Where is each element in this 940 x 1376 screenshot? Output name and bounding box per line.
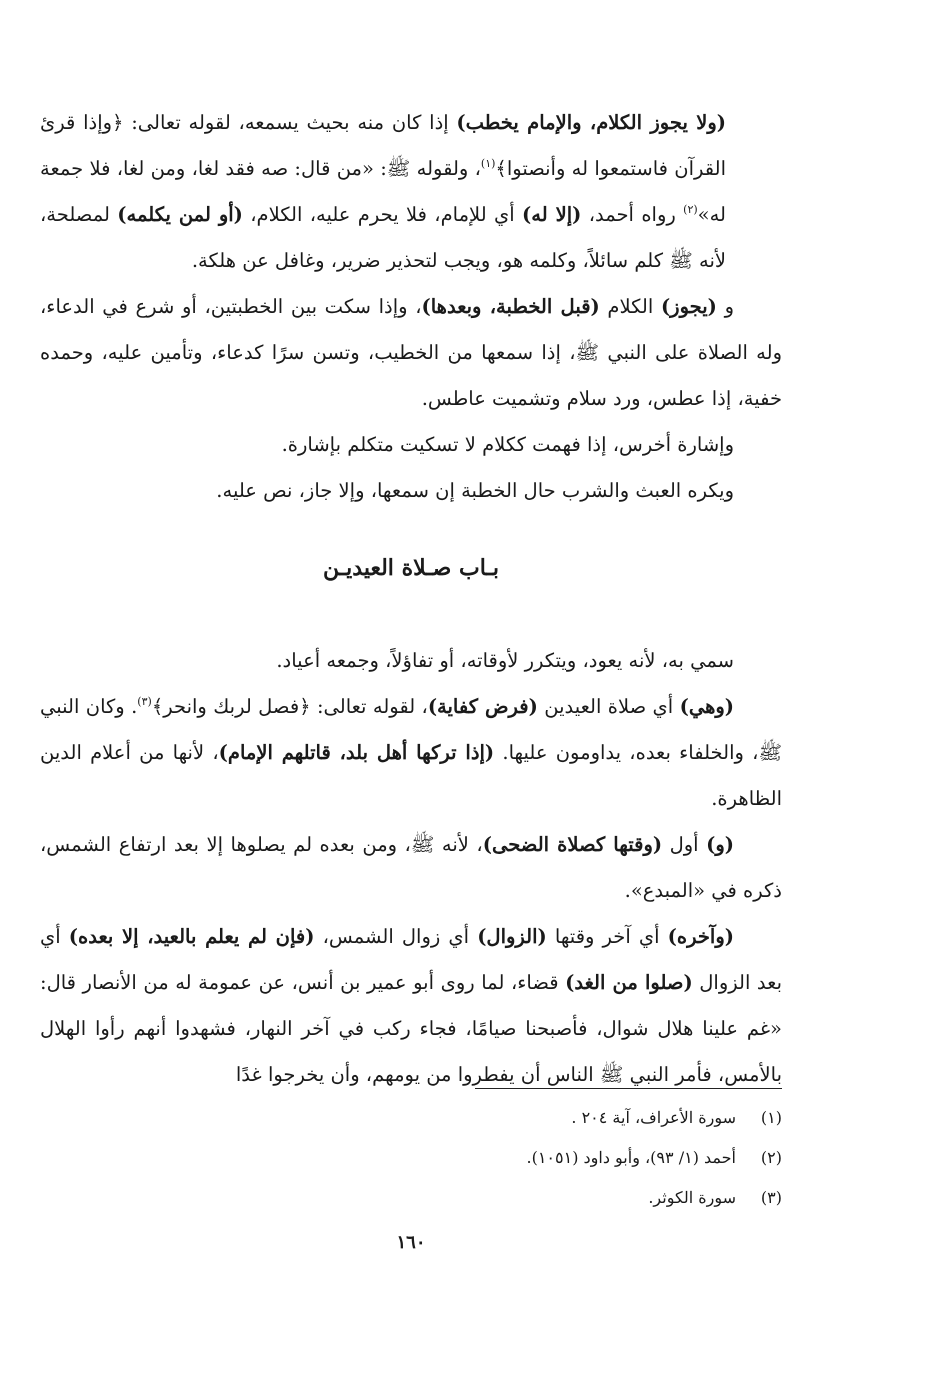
matn-text: (إذا تركها أهل بلد، قاتلهم الإمام) bbox=[218, 741, 495, 764]
paragraph bbox=[40, 422, 782, 468]
commentary-text: سمي به، لأنه يعود، ويتكرر لأوقاته، أو تفاؤلاً، وجمعه أعياد. bbox=[276, 649, 734, 672]
footnote-2 bbox=[282, 1138, 782, 1178]
footnote-ref: (١) bbox=[480, 157, 496, 170]
commentary-text: أي آخر وقتها bbox=[546, 925, 668, 948]
footnote-text: سورة الأعراف، آية ٢٠٤ . bbox=[571, 1108, 736, 1127]
matn-text: (ولا يجوز الكلام، والإمام يخطب) bbox=[456, 111, 726, 134]
matn-text: (أو لمن يكلمه) bbox=[117, 203, 243, 226]
matn-text: (وهي) bbox=[679, 695, 735, 718]
commentary-text: أي صلاة العيدين bbox=[537, 695, 680, 718]
matn-text: (فرض كفاية) bbox=[427, 695, 538, 718]
commentary-text: إذا كان منه بحيث يسمعه، لقوله تعالى: ﴿وإذا قرئ القرآن فاستمعوا له وأنصتوا﴾ bbox=[40, 111, 727, 180]
commentary-text: ، لقوله تعالى: ﴿فصل لربك وانحر﴾ bbox=[151, 695, 428, 718]
commentary-text: قضاء، لما روى أبو عمير بن أنس، عن عمومة له من الأنصار قال: «غم علينا هلال شوال، فأصبحنا صيامًا، فجاء ركب في آخر النهار، فشهدوا أنهم رأوا الهلال بالأمس، فأمر النبي ﷺ الناس أن يفطروا من يومهم، وأن يخرجوا غدًا bbox=[40, 971, 782, 1086]
footnote-1 bbox=[282, 1098, 782, 1138]
matn-text: (فإن لم يعلم بالعيد، إلا بعده) bbox=[68, 925, 315, 948]
commentary-text: أي زوال الشمس، bbox=[314, 925, 478, 948]
matn-text: (إلا له) bbox=[522, 203, 582, 226]
matn-text: (و) bbox=[706, 833, 734, 856]
footnote-3 bbox=[282, 1178, 782, 1218]
commentary-text: ، لأنها من أعلام الدين الظاهرة. bbox=[40, 741, 782, 810]
paragraph bbox=[40, 468, 782, 514]
footnote-text: أحمد (١/ ٩٣)، وأبو داود (١٠٥١). bbox=[526, 1148, 736, 1167]
footnote-number: (١) bbox=[760, 1108, 782, 1127]
footnote-text: سورة الكوثر. bbox=[648, 1188, 736, 1207]
matn-text: (وآخره) bbox=[667, 925, 734, 948]
commentary-text: الكلام bbox=[599, 295, 661, 318]
paragraph bbox=[40, 638, 782, 684]
footnote-divider bbox=[475, 1088, 782, 1089]
matn-text: (صلوا من الغد) bbox=[565, 971, 693, 994]
commentary-text: و bbox=[716, 295, 734, 318]
footnotes bbox=[282, 1098, 782, 1218]
commentary-text: ، ولقوله ﷺ: «من قال: صه فقد لغا، ومن لغا، فلا جمعة له» bbox=[40, 157, 726, 226]
commentary-text: أي بعد الزوال bbox=[40, 925, 782, 994]
bottom-text-block bbox=[40, 638, 782, 1098]
paragraph bbox=[40, 684, 782, 822]
paragraph bbox=[40, 100, 782, 284]
matn-text: (قبل الخطبة، وبعدها) bbox=[421, 295, 600, 318]
footnote-ref: (٢) bbox=[683, 203, 698, 216]
commentary-text: أي للإمام، فلا يحرم عليه، الكلام، bbox=[242, 203, 523, 226]
commentary-text: ويكره العبث والشرب حال الخطبة إن سمعها، وإلا جاز، نص عليه. bbox=[216, 479, 734, 502]
footnote-ref: (٣) bbox=[137, 695, 152, 708]
page-number: ١٦٠ bbox=[396, 1232, 426, 1253]
chapter-heading: بـاب صـلاة العيديـن bbox=[322, 555, 499, 581]
paragraph bbox=[40, 822, 782, 914]
footnote-number: (٢) bbox=[760, 1148, 782, 1167]
commentary-text: وإشارة أخرس، إذا فهمت ككلام لا تسكيت متكلم بإشارة. bbox=[281, 433, 734, 456]
matn-text: (وقتها كصلاة الضحى) bbox=[482, 833, 663, 856]
commentary-text: ، وإذا سكت بين الخطبتين، أو شرع في الدعاء، وله الصلاة على النبي ﷺ، إذا سمعها من الخطيب، وتسن سرًا كدعاء، وتأمين عليه، وحمده خفية، إذا عطس، ورد سلام وتشميت عاطس. bbox=[40, 295, 782, 410]
commentary-text: أول bbox=[662, 833, 707, 856]
top-text-block bbox=[40, 100, 782, 514]
paragraph bbox=[40, 914, 782, 1098]
paragraph bbox=[40, 284, 782, 422]
matn-text: (الزوال) bbox=[477, 925, 547, 948]
commentary-text: . وكان النبي ﷺ، والخلفاء بعده، يداومون عليها. bbox=[40, 695, 783, 764]
footnote-number: (٣) bbox=[760, 1188, 782, 1207]
matn-text: (يجوز) bbox=[660, 295, 717, 318]
commentary-text: لمصلحة، لأنه ﷺ كلم سائلاً، وكلمه هو، ويجب لتحذير ضرير، وغافل عن هلكة. bbox=[40, 203, 726, 272]
commentary-text: ، لأنه ﷺ، ومن بعده لم يصلوها إلا بعد ارتفاع الشمس، ذكره في «المبدع». bbox=[40, 833, 782, 902]
commentary-text: رواه أحمد، bbox=[581, 203, 684, 226]
